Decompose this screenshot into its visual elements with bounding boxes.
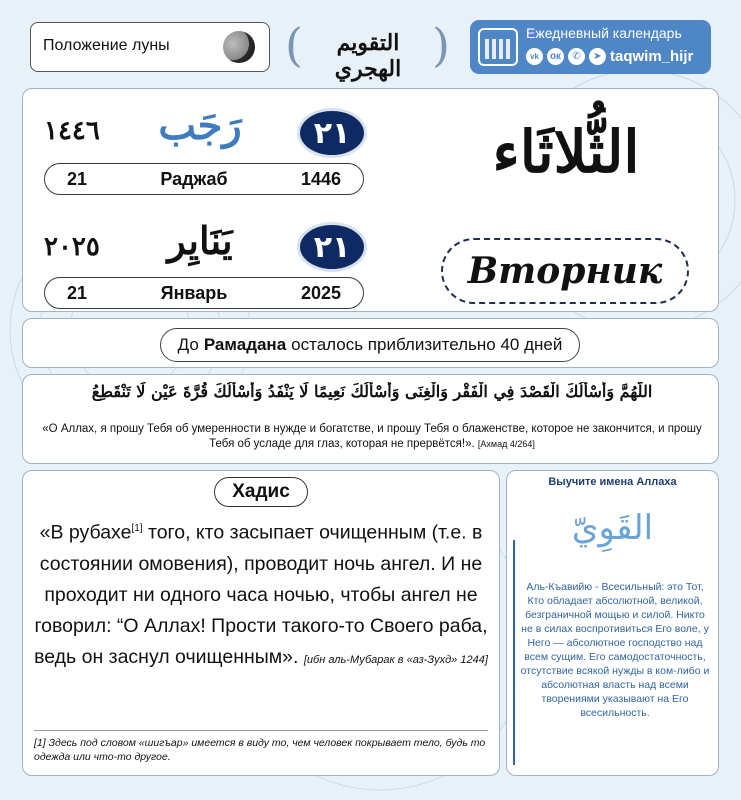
gregorian-month-arabic: يَنَايِر — [167, 218, 233, 263]
weekday-russian-box — [441, 238, 689, 304]
gregorian-year-arabic: ٢٠٢٥ — [44, 232, 100, 262]
hijri-year-arabic: ١٤٤٦ — [44, 116, 100, 146]
gregorian-month: Январь — [160, 282, 228, 303]
hijri-year: 1446 — [300, 168, 341, 189]
gregorian-year: 2025 — [300, 282, 341, 303]
names-description: Аль-Къавийю - Всесильный: это Тот, Кто обладает абсолютной, великой, безграничной мощью и силой. Никто не в силах воспротивиться Его воле, у Него — абсолютное господство над всем сущим. Его самодостаточность, отсутствие всякой нужды в ком-либо и абсолютная власть над всеми творениями указывают на Его всесильность. — [520, 581, 710, 719]
hadith-footnote-divider — [34, 730, 488, 731]
gregorian-day-badge — [300, 225, 364, 269]
names-title: Выучите имена Аллаха — [548, 476, 677, 488]
social-icons — [526, 48, 606, 65]
ramadan-name: Рамадана — [203, 335, 287, 354]
calendar-icon — [478, 28, 518, 66]
hadith-source: [ибн аль-Мубарак в «аз-Зухд» 1244] — [303, 653, 488, 666]
ramadan-prefix: До — [177, 335, 199, 354]
logo-bracket-right: ) — [432, 18, 450, 72]
dua-translation: «О Аллах, я прошу Тебя об умеренности в нужде и богатстве, и прошу Тебя о блаженстве, которое не закончится, и прошу Тебя об усладе для глаз, которая не прервётся!». — [42, 423, 702, 450]
moon-icon — [223, 31, 255, 63]
hijri-date-pill — [44, 163, 364, 195]
whatsapp-icon[interactable]: ✆ — [568, 48, 585, 65]
weekday-arabic: الثُّلاثَاء — [492, 118, 640, 186]
ramadan-suffix: осталось приблизительно 40 дней — [291, 335, 563, 354]
names-arabic: القَوِيّ — [571, 508, 654, 548]
logo-title: التقويم الهجري — [334, 30, 402, 82]
channel-title: Ежедневный календарь — [526, 25, 682, 41]
ok-icon[interactable]: ок — [547, 48, 564, 65]
telegram-icon[interactable]: ➤ — [589, 48, 606, 65]
gregorian-day: 21 — [67, 282, 88, 303]
hijri-day: 21 — [67, 168, 88, 189]
dua-translation-block — [34, 422, 710, 452]
hijri-month: Раджаб — [160, 168, 228, 189]
moon-phase-label: Положение луны — [43, 37, 170, 54]
gregorian-day-arabic: ٢١ — [313, 229, 351, 265]
moon-phase-box — [30, 22, 270, 72]
names-divider — [513, 540, 515, 765]
dua-source: [Ахмад 4/264] — [477, 439, 535, 449]
hijri-month-arabic: رَجَب — [158, 102, 242, 149]
dua-arabic: اللَّهُمَّ وَأَسْأَلُكَ الْقَصْدَ فِي الْفَقْرِ وَالْغِنَى وَأَسْأَلُكَ نَعِيمًا لَا يَنْفَدُ وَأَسْأَلُكَ قُرَّةَ عَيْنٍ لَا تَنْقَطِعُ — [91, 382, 653, 401]
ramadan-countdown — [160, 328, 580, 362]
hijri-day-badge — [300, 111, 364, 155]
channel-box[interactable] — [470, 20, 711, 74]
weekday-russian: Вторник — [467, 250, 663, 292]
hadith-footnote-mark: [1] — [131, 523, 143, 534]
hadith-title: Хадис — [232, 481, 290, 502]
logo-bracket-left: ( — [285, 18, 303, 72]
calendar-logo — [285, 14, 450, 80]
hadith-footnote: [1] Здесь под словом «шигъар» имеется в виду то, чем человек покрывает тело, будь то одежда или что-то другое. — [34, 737, 486, 763]
vk-icon[interactable]: vk — [526, 48, 543, 65]
hadith-title-pill — [214, 477, 308, 507]
hadith-text-end: того, кто засыпает очищенным (т.е. в состоянии омовения), проводит ночь ангел. И не проходит ни одного часа ночью, чтобы ангел не говорил: “О Аллах! Прости такого-то Своего раба, ведь он заснул очищенным». — [34, 521, 488, 668]
gregorian-date-pill — [44, 277, 364, 309]
channel-handle[interactable]: taqwim_hijr — [610, 48, 694, 65]
hadith-text-start: «В рубахе — [39, 521, 132, 544]
hijri-day-arabic: ٢١ — [313, 115, 351, 151]
hadith-text — [34, 513, 488, 676]
